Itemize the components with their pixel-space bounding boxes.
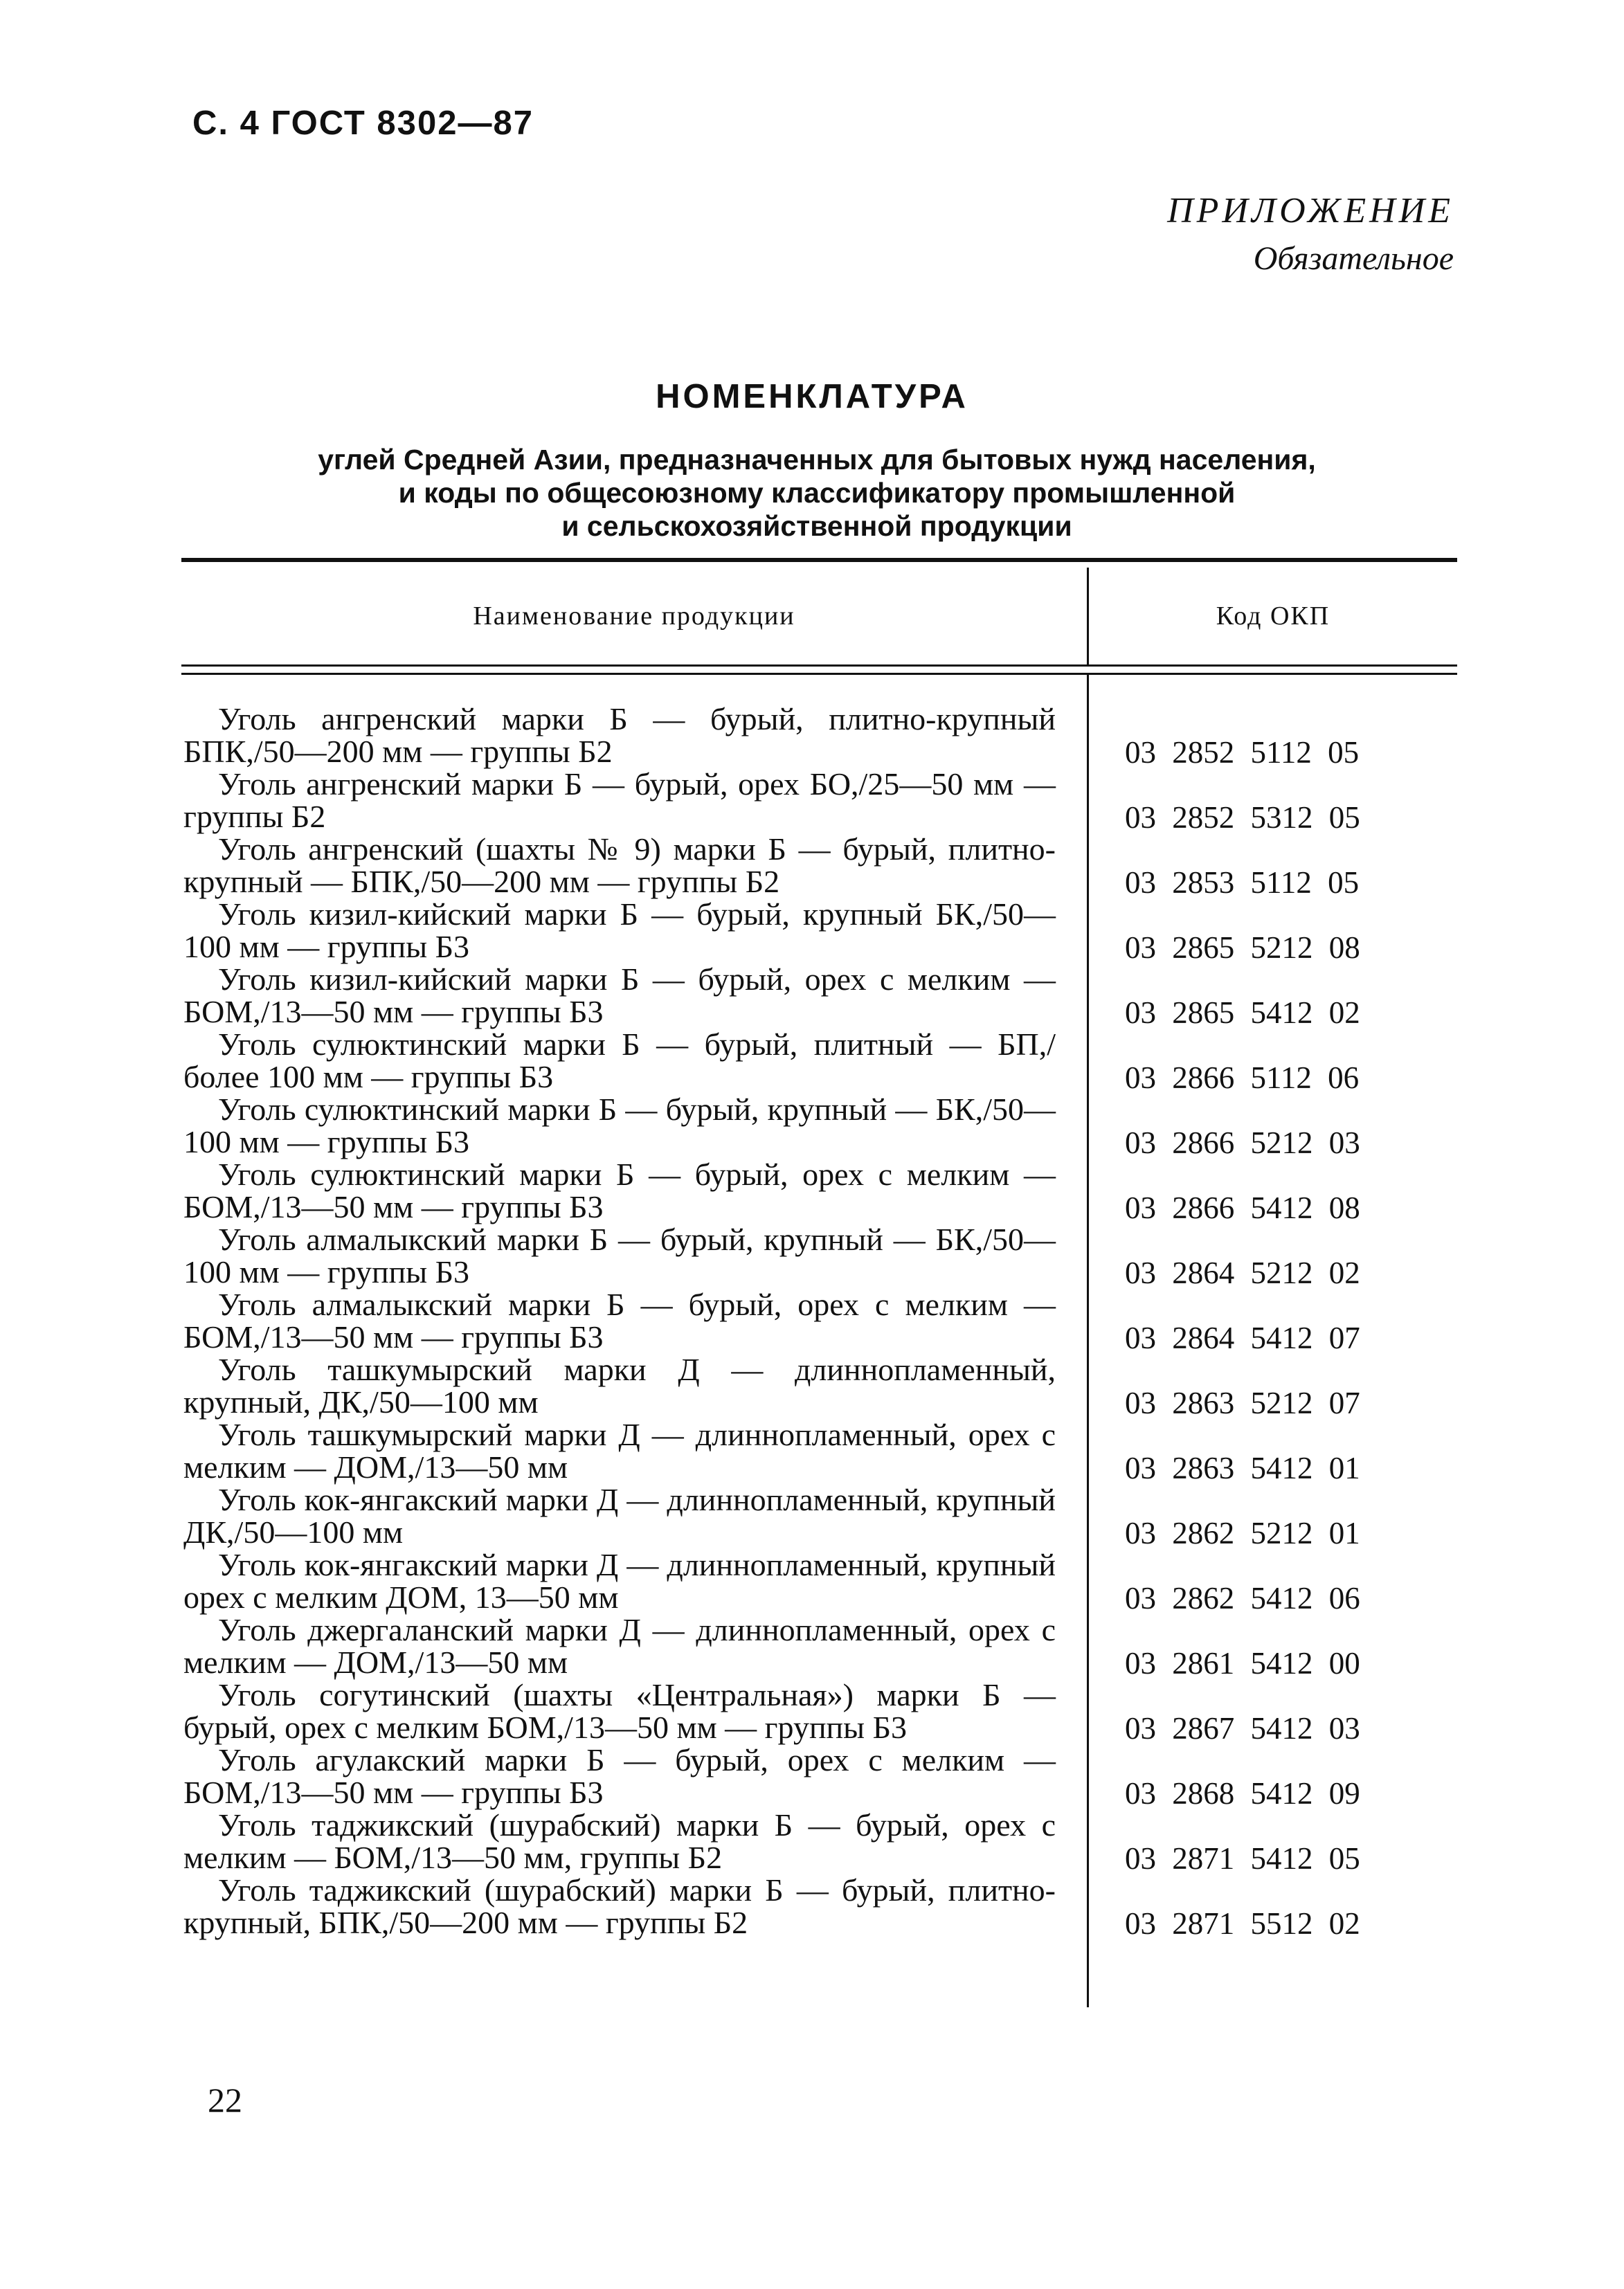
document-subtitle: [263, 443, 1371, 543]
okp-code: 03 2865 5212 08: [1125, 930, 1360, 965]
okp-code: 03 2863 5212 07: [1125, 1386, 1360, 1420]
product-name: Уголь ангренский марки Б — бурый, орех БО,/25—50 мм — группы Б2: [183, 766, 1056, 834]
okp-code: 03 2863 5412 01: [1125, 1451, 1360, 1485]
product-name: Уголь ангренский марки Б — бурый, плитно-крупный БПК,/50—200 мм — группы Б2: [183, 701, 1056, 769]
appendix-block: [1167, 187, 1454, 282]
product-name: Уголь сулюктинский марки Б — бурый, крупный — БК,/50—100 мм — группы Б3: [183, 1092, 1056, 1159]
okp-code: 03 2866 5112 06: [1125, 1060, 1360, 1095]
okp-code: 03 2864 5412 07: [1125, 1321, 1360, 1355]
okp-code: 03 2865 5412 02: [1125, 995, 1360, 1030]
okp-code: 03 2867 5412 03: [1125, 1711, 1360, 1746]
table-row: [183, 1028, 1457, 1093]
table-row: [183, 963, 1457, 1028]
table-row: [183, 1353, 1457, 1418]
product-name: Уголь кок-янгакский марки Д — длиннопламенный, крупный орех с мелким ДОМ, 13—50 мм: [183, 1547, 1056, 1615]
table-row: [183, 1874, 1457, 1939]
product-name: Уголь джергаланский марки Д — длиннопламенный, орех с мелким — ДОМ,/13—50 мм: [183, 1612, 1056, 1680]
table-row: [183, 1547, 1457, 1616]
okp-code: 03 2861 5412 00: [1125, 1646, 1360, 1681]
table-row: [183, 833, 1457, 898]
product-name: Уголь кизил-кийский марки Б — бурый, крупный БК,/50—100 мм — группы Б3: [183, 896, 1056, 964]
okp-code: 03 2852 5312 05: [1125, 800, 1360, 835]
table-row: [183, 703, 1457, 768]
product-name: Уголь ангренский (шахты № 9) марки Б — бурый, плитно-крупный — БПК,/50—200 мм — группы Б2: [183, 831, 1056, 899]
column-header-code: Код ОКП: [1216, 601, 1330, 631]
okp-code: 03 2868 5412 09: [1125, 1776, 1360, 1811]
okp-code: 03 2862 5212 01: [1125, 1516, 1360, 1550]
product-name: Уголь таджикский (шурабский) марки Б — бурый, орех с мелким — БОМ,/13—50 мм, группы Б2: [183, 1807, 1056, 1875]
table-row: [183, 1223, 1457, 1288]
product-name: Уголь сулюктинский марки Б — бурый, орех с мелким — БОМ,/13—50 мм — группы Б3: [183, 1157, 1056, 1224]
table-row: [183, 1679, 1457, 1744]
table-row: [183, 1809, 1457, 1874]
product-name: Уголь кизил-кийский марки Б — бурый, орех с мелким — БОМ,/13—50 мм — группы Б3: [183, 961, 1056, 1029]
okp-code: 03 2871 5412 05: [1125, 1841, 1360, 1876]
table-row: [183, 1093, 1457, 1158]
product-name: Уголь ташкумырский марки Д — длиннопламенный, орех с мелким — ДОМ,/13—50 мм: [183, 1417, 1056, 1485]
subtitle-line: и сельскохозяйственной продукции: [561, 510, 1072, 542]
subtitle-line: углей Средней Азии, предназначенных для бытовых нужд населения,: [318, 444, 1316, 476]
table-top-rule: [181, 558, 1457, 562]
product-name: Уголь агулакский марки Б — бурый, орех с мелким — БОМ,/13—50 мм — группы Б3: [183, 1742, 1056, 1810]
product-name: Уголь таджикский (шурабский) марки Б — бурый, плитно-крупный, БПК,/50—200 мм — группы Б2: [183, 1872, 1056, 1940]
table-row: [183, 1418, 1457, 1483]
table-row: [183, 1158, 1457, 1223]
header-rule: [181, 673, 1457, 675]
okp-code: 03 2853 5112 05: [1125, 865, 1360, 900]
product-name: Уголь алмалыкский марки Б — бурый, крупный — БК,/50—100 мм — группы Б3: [183, 1222, 1056, 1290]
product-name: Уголь кок-янгакский марки Д — длиннопламенный, крупный ДК,/50—100 мм: [183, 1482, 1056, 1550]
table-row: [183, 1613, 1457, 1679]
page-header: С. 4 ГОСТ 8302—87: [192, 105, 534, 142]
appendix-status: Обязательное: [1253, 240, 1454, 277]
okp-code: 03 2871 5512 02: [1125, 1906, 1360, 1941]
appendix-label: ПРИЛОЖЕНИЕ: [1167, 191, 1454, 230]
page-number: 22: [208, 2081, 242, 2119]
table-row: [183, 1288, 1457, 1353]
okp-code: 03 2862 5412 06: [1125, 1581, 1360, 1616]
header-rule: [181, 664, 1457, 667]
product-name: Уголь согутинский (шахты «Центральная») марки Б — бурый, орех с мелким БОМ,/13—50 мм — группы Б3: [183, 1677, 1056, 1745]
table-body: [183, 703, 1457, 1939]
product-name: Уголь ташкумырский марки Д — длиннопламенный, крупный, ДК,/50—100 мм: [183, 1352, 1056, 1420]
document-title: НОМЕНКЛАТУРА: [656, 378, 968, 415]
product-name: Уголь алмалыкский марки Б — бурый, орех с мелким — БОМ,/13—50 мм — группы Б3: [183, 1287, 1056, 1355]
okp-code: 03 2852 5112 05: [1125, 735, 1360, 770]
table-row: [183, 768, 1457, 833]
product-name: Уголь сулюктинский марки Б — бурый, плитный — БП,/более 100 мм — группы Б3: [183, 1026, 1056, 1094]
table-row: [183, 1483, 1457, 1548]
okp-code: 03 2866 5212 03: [1125, 1125, 1360, 1160]
subtitle-line: и коды по общесоюзному классификатору промышленной: [398, 477, 1236, 509]
okp-code: 03 2864 5212 02: [1125, 1256, 1360, 1290]
table-row: [183, 898, 1457, 963]
column-header-name: Наименование продукции: [473, 601, 795, 631]
okp-code: 03 2866 5412 08: [1125, 1191, 1360, 1225]
table-row: [183, 1744, 1457, 1809]
